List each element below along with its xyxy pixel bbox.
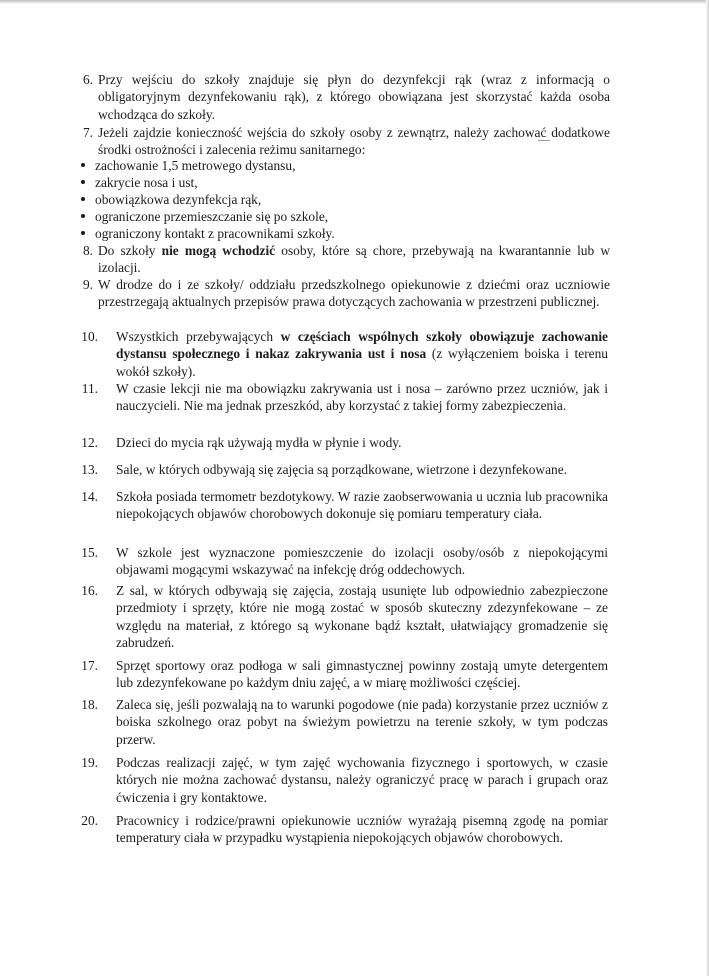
item-number: 20. bbox=[81, 813, 98, 828]
item-text: W drodze do i ze szkoły/ oddziału przedszkolnego opiekunowie z dziećmi oraz uczniowie przestrzegają aktualnych przepisów prawa dotyczących zachowania w przestrzeni publicznej. bbox=[98, 277, 610, 310]
item-text-pre: Wszystkich przebywających bbox=[116, 329, 281, 344]
bullet-dot bbox=[81, 180, 85, 184]
item-text: Zaleca się, jeśli pozwalają na to warunki pogodowe (nie pada) korzystanie przez uczniów z boiska szkolnego oraz pobyt na świeżym powietrzu na terenie szkoły, w tym podczas przerw. bbox=[116, 697, 608, 747]
item-number: 12. bbox=[81, 435, 98, 450]
item-text: Jeżeli zajdzie konieczność wejścia do szkoły osoby z zewnątrz, należy zachować dodatkowe środki ostrożności i zalecenia reżimu sanitarnego: bbox=[98, 125, 610, 158]
bullet-dot bbox=[81, 214, 85, 218]
item-number: 9. bbox=[82, 277, 93, 292]
item-number: 15. bbox=[81, 545, 98, 560]
bullet-item bbox=[0, 174, 709, 191]
item-number: 7. bbox=[82, 125, 93, 140]
item-text: Przy wejściu do szkoły znajduje się płyn do dezynfekcji rąk (wraz z informacją o obligatoryjnym dezynfekowaniu rąk), z którego obowiązana jest skorzystać każda osoba wchodząca do szkoły. bbox=[98, 72, 610, 122]
item-text: Sprzęt sportowy oraz podłoga w sali gimnastycznej powinny zostają umyte detergentem lub zdezynfekowane po każdym dniu zajęć, a w miarę możliwości częściej. bbox=[116, 658, 608, 691]
item-text-post: (z wyłączeniem boiska i terenu wokół szkoły). bbox=[116, 346, 608, 379]
bullet-item bbox=[0, 225, 709, 242]
item-text-pre: Do szkoły bbox=[98, 243, 162, 258]
bullet-item bbox=[0, 157, 709, 174]
item-text: Z sal, w których odbywają się zajęcia, zostają usunięte lub odpowiednio zabezpieczone przedmioty i sprzęty, które nie mogą zostać w sposób skuteczny zdezynfekowane – ze względu na materiał, z którego są wykonane bądź kształt, ułatwiający gromadzenie się zabrudzeń. bbox=[116, 583, 608, 651]
bullet-text: zakrycie nosa i ust, bbox=[95, 175, 198, 190]
bullet-dot bbox=[81, 231, 85, 235]
item-number: 19. bbox=[81, 755, 98, 770]
item-number: 6. bbox=[82, 72, 93, 87]
item-number: 16. bbox=[81, 583, 98, 598]
bullet-text: zachowanie 1,5 metrowego dystansu, bbox=[95, 158, 296, 173]
bullet-text: obowiązkowa dezynfekcja rąk, bbox=[95, 192, 262, 207]
item-number: 13. bbox=[81, 462, 98, 477]
bullet-item bbox=[0, 191, 709, 208]
item-text-post: osoby, które są chore, przebywają na kwarantannie lub w izolacji. bbox=[98, 243, 610, 276]
item-number: 10. bbox=[81, 329, 98, 344]
item-text: W czasie lekcji nie ma obowiązku zakrywania ust i nosa – zarówno przez uczniów, jak i nauczycieli. Nie ma jednak przeszkód, aby korzystać z takiej formy zabezpieczenia. bbox=[116, 381, 608, 414]
bullet-text: ograniczone przemieszczanie się po szkole, bbox=[95, 209, 329, 224]
item-text bbox=[98, 242, 610, 277]
bullet-dot bbox=[81, 163, 85, 167]
item-number: 17. bbox=[81, 658, 98, 673]
item-text: Sale, w których odbywają się zajęcia są porządkowane, wietrzone i dezynfekowane. bbox=[116, 462, 567, 477]
bullet-item bbox=[0, 208, 709, 225]
bullet-dot bbox=[81, 197, 85, 201]
item-text-bold: w częściach wspólnych szkoły obowiązuje zachowanie dystansu społecznego i nakaz zakrywania ust i nosa bbox=[116, 329, 608, 362]
bullet-text: ograniczony kontakt z pracownikami szkoły. bbox=[95, 226, 335, 241]
item-text bbox=[116, 328, 608, 380]
item-text: Podczas realizacji zajęć, w tym zajęć wychowania fizycznego i sportowych, w czasie których nie można zachować dystansu, należy ograniczyć pracę w parach i grupach oraz ćwiczenia i gry kontaktowe. bbox=[116, 755, 608, 805]
item-text: Dzieci do mycia rąk używają mydła w płynie i wody. bbox=[116, 435, 402, 450]
item-number: 11. bbox=[81, 381, 98, 396]
item-text: Szkoła posiada termometr bezdotykowy. W razie zaobserwowania u ucznia lub pracownika niepokojących objawów chorobowych dokonuje się pomiaru temperatury ciała. bbox=[116, 489, 608, 522]
item-text: Pracownicy i rodzice/prawni opiekunowie uczniów wyrażają pisemną zgodę na pomiar temperatury ciała w przypadku wystąpienia niepokojących objawów chorobowych. bbox=[116, 813, 608, 846]
item-number: 18. bbox=[81, 697, 98, 712]
item-text-bold: nie mogą wchodzić bbox=[161, 243, 276, 258]
item-number: 8. bbox=[82, 243, 93, 258]
item-number: 14. bbox=[81, 489, 98, 504]
item-text: W szkole jest wyznaczone pomieszczenie do izolacji osoby/osób z niepokojącymi objawami mogącymi wskazywać na infekcję dróg oddechowych. bbox=[116, 545, 608, 578]
